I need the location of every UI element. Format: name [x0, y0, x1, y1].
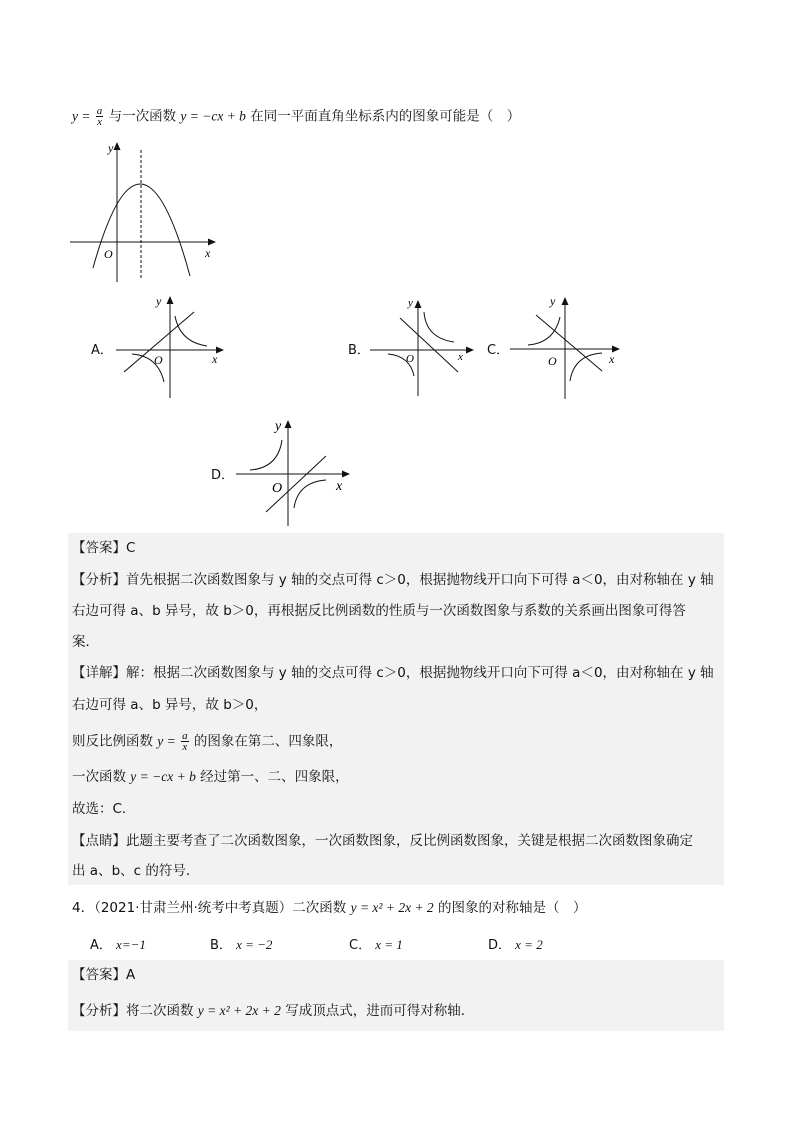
option-c-origin-label: O: [548, 354, 557, 368]
parabola-figure: [66, 136, 226, 286]
answer-value: C: [126, 540, 136, 556]
option-b-origin-label: O: [406, 353, 414, 365]
stem-frac-den: x: [97, 116, 102, 128]
comment-line-2: 出 a、b、c 的符号．: [72, 863, 200, 879]
option-c-y-label: y: [550, 294, 556, 308]
option-d-x-label: x: [336, 479, 343, 494]
analysis-label: 【分析】: [72, 572, 126, 588]
option-b-y-label: y: [408, 297, 413, 309]
detail-frac-num: a: [182, 730, 188, 742]
q4-choice-a-value: x=−1: [116, 937, 146, 952]
option-d-x-arrow: [342, 471, 350, 478]
detail-line-1: [72, 663, 714, 683]
q4-choice-a-label: A．: [90, 938, 112, 953]
option-b-hyperbola-q1: [424, 312, 454, 342]
detail-frac-den: x: [182, 741, 188, 753]
option-a-y-label: y: [156, 294, 162, 308]
option-a-y-arrow: [167, 296, 174, 304]
option-a-origin-label: O: [154, 353, 163, 367]
detail-text-1: 解：根据二次函数图象与 y 轴的交点可得 c＞0，根据抛物线开口向下可得 a＜0，由对称轴在 y 轴: [126, 665, 714, 681]
option-c-y-arrow: [562, 297, 569, 305]
detail-line4-post: 经过第一、二、四象限，: [200, 769, 349, 785]
analysis-line-1: [72, 570, 714, 590]
q4-choice-a[interactable]: [90, 934, 146, 953]
q4-answer-value: A: [126, 967, 136, 983]
option-d-label[interactable]: D．: [211, 468, 235, 483]
comment-text-1: 此题主要考查了二次函数图象，一次函数图象，反比例函数图象，关键是根据二次函数图象确定: [126, 833, 693, 849]
option-b-label[interactable]: B．: [348, 343, 370, 358]
q4-analysis-label: 【分析】: [72, 1003, 126, 1019]
stem-fraction: [96, 106, 104, 127]
stem-eq2: y = −cx + b: [180, 108, 246, 124]
q4-choice-d[interactable]: [488, 934, 543, 953]
q4-answer-line: [72, 965, 135, 985]
detail-fraction: [181, 731, 189, 752]
analysis-line-2: 右边可得 a、b 异号，故 b＞0，再根据反比例函数的性质与一次函数图象与系数的关系画出图象可得答: [72, 603, 686, 619]
option-d-hyperbola-q4: [294, 480, 326, 508]
q4-choice-d-value: x = 2: [515, 937, 543, 952]
q4-analysis-pre: 将二次函数: [126, 1003, 194, 1019]
stem-tail: 在同一平面直角坐标系内的图象可能是（ ）: [250, 108, 521, 125]
option-b-graph[interactable]: [366, 292, 476, 398]
q4-choice-d-label: D．: [488, 938, 512, 953]
option-c-line: [536, 315, 602, 371]
q4-stem-eq: y = x² + 2x + 2: [350, 900, 434, 915]
stem-eq1-lhs: y =: [72, 108, 91, 124]
q4-stem-post: 的图象的对称轴是（ ）: [437, 900, 587, 916]
q4-choice-c[interactable]: [349, 934, 403, 953]
stem-mid: 与一次函数: [108, 108, 177, 125]
stem-frac-num: a: [96, 105, 103, 117]
detail-line-3: [72, 731, 342, 752]
parabola-origin-label: O: [104, 247, 113, 261]
detail-line-5: 故选：C．: [72, 801, 136, 817]
q4-analysis-line: [72, 1001, 474, 1021]
option-d-y-label: y: [275, 419, 282, 434]
q4-answer-label: 【答案】: [72, 967, 126, 983]
detail-line3-post: 的图象在第二、四象限，: [193, 733, 343, 750]
q4-choice-c-label: C．: [349, 938, 372, 953]
option-d-origin-label: O: [272, 481, 283, 496]
question-stem: [72, 106, 520, 127]
q4-analysis-eq: y = x² + 2x + 2: [197, 1003, 281, 1018]
q4-stem-pre: 4．（2021·甘肃兰州·统考中考真题）二次函数: [72, 900, 347, 916]
q4-stem: [72, 898, 586, 918]
option-b-x-label: x: [458, 351, 463, 363]
option-b-y-arrow: [415, 300, 422, 308]
q4-choice-c-value: x = 1: [375, 937, 403, 952]
option-d-graph[interactable]: [232, 412, 358, 530]
detail-line4-pre: 一次函数: [72, 769, 126, 785]
option-c-x-label: x: [609, 352, 615, 366]
detail-line3-pre: 则反比例函数: [72, 733, 153, 750]
detail-label: 【详解】: [72, 665, 126, 681]
q4-analysis-post: 写成顶点式，进而可得对称轴．: [285, 1003, 475, 1019]
q4-choice-b-label: B．: [210, 938, 232, 953]
comment-label: 【点睛】: [72, 833, 126, 849]
option-c-label[interactable]: C．: [487, 343, 510, 358]
analysis-line-3: 案．: [72, 634, 99, 650]
q4-choice-b[interactable]: [210, 934, 272, 953]
parabola-y-arrow: [114, 142, 121, 150]
option-a-x-label: x: [212, 352, 218, 366]
parabola-y-label: y: [108, 141, 114, 155]
detail-line-4: [72, 767, 349, 787]
option-a-label[interactable]: A．: [91, 343, 113, 358]
detail-line3-eq: y =: [157, 733, 176, 749]
parabola-x-arrow: [208, 239, 216, 246]
option-a-hyperbola-q1: [175, 316, 207, 346]
option-a-graph[interactable]: [112, 290, 227, 400]
option-c-graph[interactable]: [506, 289, 626, 401]
option-d-y-arrow: [285, 420, 292, 428]
answer-line: [72, 538, 135, 558]
parabola-x-label: x: [205, 246, 211, 260]
answer-label: 【答案】: [72, 540, 126, 556]
detail-line-2: 右边可得 a、b 异号，故 b＞0，: [72, 697, 268, 713]
q4-choice-b-value: x = −2: [236, 937, 273, 952]
option-b-x-arrow: [466, 347, 474, 354]
analysis-text-1: 首先根据二次函数图象与 y 轴的交点可得 c＞0，根据抛物线开口向下可得 a＜0，由对称轴在 y 轴: [126, 572, 714, 588]
comment-line-1: [72, 831, 693, 851]
detail-line4-eq: y = −cx + b: [130, 769, 196, 784]
option-d-hyperbola-q2: [250, 440, 282, 470]
